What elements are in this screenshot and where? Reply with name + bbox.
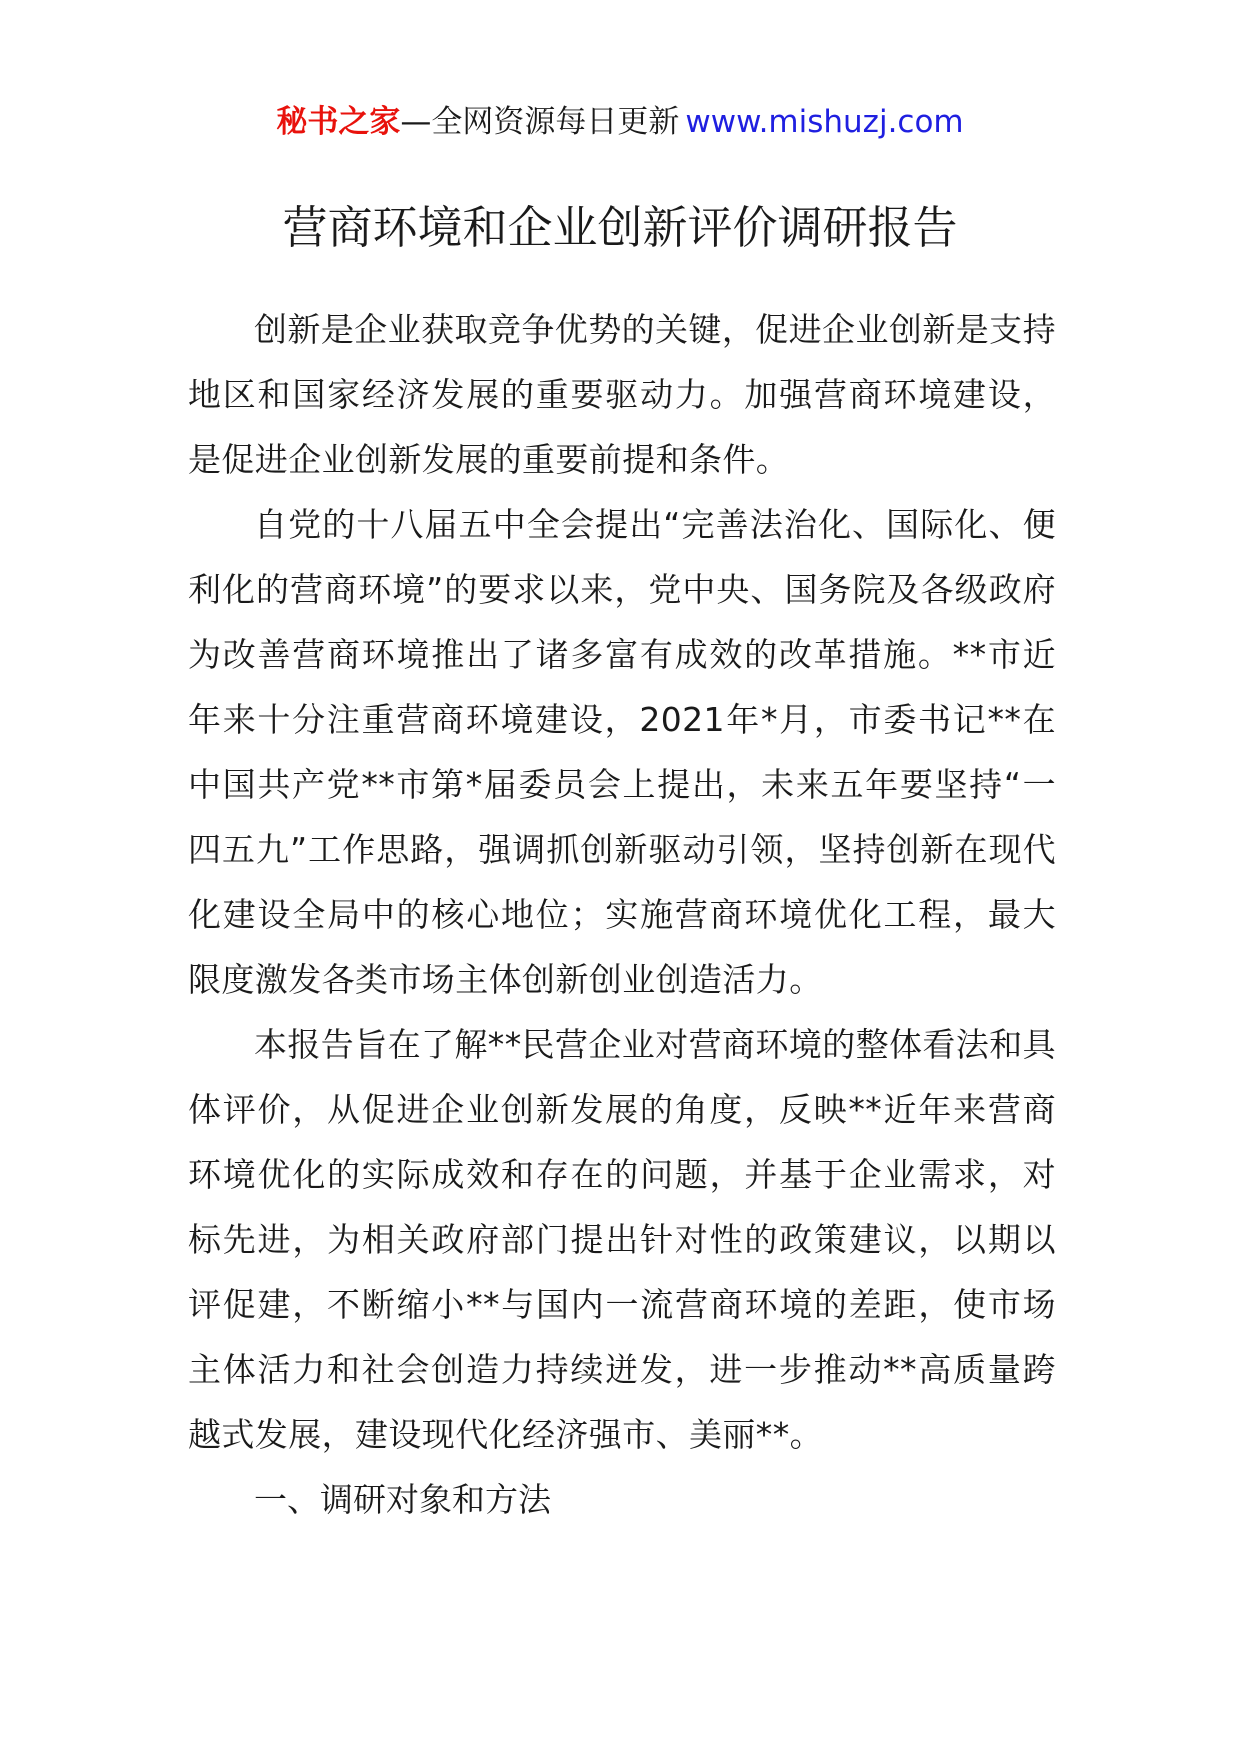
section-heading: 一、调研对象和方法 [254, 1480, 551, 1519]
paragraph: 自党的十八届五中全会提出“完善法治化、国际化、便利化的营商环境”的要求以来，党中央、国务院及各级政府为改善营商环境推出了诸多富有成效的改革措施。**市近年来十分注重营商环境建设，2021年*月，市委书记**在中国共产党**市第*届委员会上提出，未来五年要坚持“一四五九”工作思路，强调抓创新驱动引领，坚持创新在现代化建设全局中的核心地位；实施营商环境优化工程，最大限度激发各类市场主体创新创业创造活力。 [188, 505, 1056, 999]
site-url-link[interactable]: www.mishuzj.com [685, 104, 964, 140]
document-body [188, 297, 1056, 1532]
site-header [0, 100, 1240, 144]
brand-name: 秘书之家 [276, 104, 401, 140]
paragraph: 本报告旨在了解**民营企业对营商环境的整体看法和具体评价，从促进企业创新发展的角度，反映**近年来营商环境优化的实际成效和存在的问题，并基于企业需求，对标先进，为相关政府部门提出针对性的政策建议，以期以评促建，不断缩小**与国内一流营商环境的差距，使市场主体活力和社会创造力持续迸发，进一步推动**高质量跨越式发展，建设现代化经济强市、美丽**。 [188, 1025, 1056, 1454]
header-slogan: —全网资源每日更新 [400, 104, 680, 140]
paragraph: 创新是企业获取竞争优势的关键，促进企业创新是支持地区和国家经济发展的重要驱动力。加强营商环境建设，是促进企业创新发展的重要前提和条件。 [188, 310, 1056, 479]
document-title: 营商环境和企业创新评价调研报告 [282, 201, 958, 254]
